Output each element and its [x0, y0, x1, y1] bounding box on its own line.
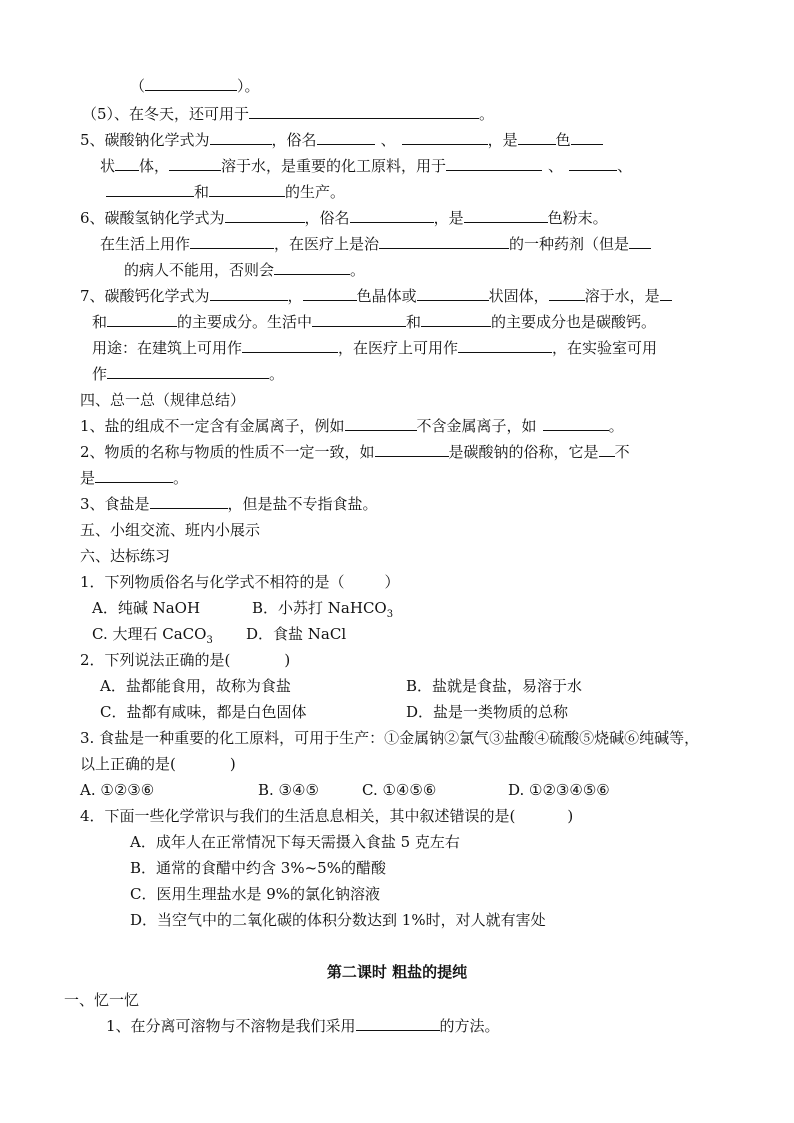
subscript: 3	[386, 609, 394, 620]
s5-line2	[100, 156, 632, 176]
answer-blank[interactable]	[375, 442, 449, 457]
text: 状	[100, 157, 116, 175]
text: ，在医疗上是治	[274, 235, 380, 253]
text: 体，	[139, 157, 170, 175]
answer-blank[interactable]	[629, 234, 651, 249]
q1-option-c[interactable]	[92, 624, 213, 651]
q3-option-c[interactable]: C. ①④⑤⑥	[362, 781, 437, 799]
rule3	[80, 494, 378, 514]
answer-blank[interactable]	[115, 156, 139, 171]
text: 、	[380, 131, 396, 149]
answer-blank[interactable]	[518, 130, 556, 145]
text: （5）、在冬天，还可用于	[82, 105, 250, 123]
rule2-cont	[80, 468, 188, 488]
s7-line1	[80, 286, 672, 306]
answer-blank[interactable]	[249, 104, 479, 119]
answer-blank[interactable]	[569, 156, 617, 171]
lesson2-section1-heading: 一、忆一忆	[64, 991, 140, 1009]
answer-blank[interactable]	[303, 286, 357, 301]
answer-blank[interactable]	[190, 234, 274, 249]
answer-blank[interactable]	[417, 286, 489, 301]
s5-line3	[106, 182, 345, 202]
text: )	[229, 755, 236, 773]
answer-blank[interactable]	[660, 286, 672, 301]
text: 5、碳酸钠化学式为	[80, 131, 210, 149]
text: 不	[614, 443, 630, 461]
text: 1、在分离可溶物与不溶物是我们采用	[106, 1017, 356, 1035]
text: 以上正确的是(	[80, 755, 176, 773]
answer-blank[interactable]	[599, 442, 615, 457]
section6-heading: 六、达标练习	[80, 547, 171, 565]
text: ，俗名	[304, 209, 350, 227]
answer-blank[interactable]	[421, 312, 491, 327]
text: 在生活上用作	[100, 235, 191, 253]
q1-stem	[80, 572, 400, 592]
text: 溶于水，是	[584, 287, 660, 305]
text: ，是	[433, 209, 464, 227]
lesson2-title: 第二课时 粗盐的提纯	[326, 963, 468, 981]
answer-blank[interactable]	[225, 208, 305, 223]
q1-option-a[interactable]: A．纯碱 NaOH	[92, 599, 201, 617]
answer-blank[interactable]	[106, 182, 194, 197]
q4-option-d[interactable]: D．当空气中的二氧化碳的体积分数达到 1%时，对人就有害处	[130, 911, 546, 929]
text: 。	[608, 417, 624, 435]
q4-option-c[interactable]: C．医用生理盐水是 9%的氯化钠溶液	[130, 885, 381, 903]
text: ，但是盐不专指食盐。	[227, 495, 378, 513]
q3-option-b[interactable]: B. ③④⑤	[258, 781, 319, 799]
text: 3、食盐是	[80, 495, 150, 513]
q3-option-a[interactable]: A. ①②③⑥	[80, 781, 155, 799]
answer-blank[interactable]	[317, 130, 375, 145]
s7-line3	[92, 338, 657, 358]
answer-blank[interactable]	[543, 416, 609, 431]
text: 。	[350, 261, 366, 279]
text: 色粉末。	[547, 209, 608, 227]
s4-tail-line	[130, 76, 260, 96]
q1-option-d[interactable]: D．食盐 NaCl	[246, 625, 347, 643]
q1-option-b[interactable]	[252, 598, 393, 625]
text: 色	[555, 131, 571, 149]
answer-blank[interactable]	[242, 338, 338, 353]
q2-option-b[interactable]: B．盐就是食盐，易溶于水	[406, 677, 583, 695]
answer-blank[interactable]	[350, 208, 434, 223]
text: 4．下面一些化学常识与我们的生活息息相关，其中叙述错误的是(	[80, 807, 516, 825]
text: 6、碳酸氢钠化学式为	[80, 209, 225, 227]
answer-blank[interactable]	[356, 1016, 440, 1031]
q3-stem2	[80, 754, 236, 774]
text: 7、碳酸钙化学式为	[80, 287, 210, 305]
text: 的主要成分也是碳酸钙。	[491, 313, 657, 331]
s7-line4	[92, 364, 284, 384]
text: )	[284, 651, 291, 669]
text: 色晶体或	[356, 287, 417, 305]
q4-stem	[80, 806, 573, 826]
answer-blank[interactable]	[379, 234, 509, 249]
s5-line1	[80, 130, 603, 150]
answer-blank[interactable]	[210, 286, 288, 301]
text: ）。	[237, 77, 260, 95]
text: 状固体，	[488, 287, 549, 305]
answer-blank[interactable]	[274, 260, 350, 275]
answer-blank[interactable]	[150, 494, 228, 509]
text: 。	[479, 105, 495, 123]
text: ，在实验室可用	[552, 339, 658, 357]
text: 1．下列物质俗名与化学式不相符的是（	[80, 573, 345, 591]
text: ，在医疗上可用作	[338, 339, 459, 357]
rule2	[80, 442, 630, 462]
s6-line3	[124, 260, 365, 280]
text: 。	[269, 365, 285, 383]
answer-blank[interactable]	[402, 130, 488, 145]
answer-blank[interactable]	[446, 156, 542, 171]
q3-option-d[interactable]: D. ①②③④⑤⑥	[508, 781, 610, 799]
text: 、	[548, 157, 564, 175]
q3-stem: 3. 食盐是一种重要的化工原料，可用于生产：①金属钠②氯气③盐酸④硫酸⑤烧碱⑥纯碱等，	[80, 729, 700, 747]
q2-stem	[80, 650, 290, 670]
answer-blank[interactable]	[312, 312, 406, 327]
text: ，俗名	[271, 131, 317, 149]
text: ）	[384, 573, 400, 591]
text: )	[567, 807, 574, 825]
text: 。	[173, 469, 189, 487]
answer-blank[interactable]	[169, 156, 221, 171]
s6-line2	[100, 234, 651, 254]
text: 和	[194, 183, 210, 201]
text: （	[130, 77, 146, 95]
text: ，	[287, 287, 303, 305]
text: 的病人不能用，否则会	[124, 261, 275, 279]
answer-blank[interactable]	[571, 130, 603, 145]
text: 2．下列说法正确的是(	[80, 651, 231, 669]
answer-blank[interactable]	[107, 364, 269, 379]
text: 作	[92, 365, 108, 383]
answer-blank[interactable]	[464, 208, 548, 223]
q2-option-a[interactable]: A．盐都能食用，故称为食盐	[100, 677, 291, 695]
text: 的方法。	[439, 1017, 500, 1035]
s6-line1	[80, 208, 608, 228]
rule1	[80, 416, 624, 436]
text: B．小苏打 NaHCO	[252, 599, 387, 617]
text: 和	[406, 313, 422, 331]
answer-blank[interactable]	[95, 468, 173, 483]
answer-blank[interactable]	[107, 312, 177, 327]
q2-option-d[interactable]: D．盐是一类物质的总称	[406, 703, 569, 721]
answer-blank[interactable]	[210, 130, 272, 145]
text: 是碳酸钠的俗称，它是	[448, 443, 599, 461]
answer-blank[interactable]	[549, 286, 585, 301]
text: 、	[617, 157, 633, 175]
text: 和	[92, 313, 108, 331]
text: ，是	[487, 131, 518, 149]
text: C. 大理石 CaCO	[92, 625, 207, 643]
text: 的一种药剂（但是	[509, 235, 630, 253]
text: 溶于水，是重要的化工原料，用于	[221, 157, 447, 175]
s7-line2	[92, 312, 656, 332]
text: 用途：在建筑上可用作	[92, 339, 243, 357]
q4-option-b[interactable]: B．通常的食醋中约含 3%~5%的醋酸	[130, 859, 386, 877]
text: 的生产。	[285, 183, 346, 201]
answer-blank[interactable]	[145, 76, 237, 91]
q2-option-c[interactable]: C．盐都有咸味，都是白色固体	[100, 703, 307, 721]
answer-blank[interactable]	[345, 416, 417, 431]
text: 1、盐的组成不一定含有金属离子，例如	[80, 417, 345, 435]
subscript: 3	[206, 635, 213, 646]
section4-heading: 四、总一总（规律总结）	[80, 391, 246, 409]
text: 是	[80, 469, 96, 487]
lesson2-q1	[106, 1016, 500, 1036]
s4-item5	[82, 104, 494, 124]
text: 的主要成分。生活中	[177, 313, 313, 331]
text: 不含金属离子，如	[416, 417, 537, 435]
answer-blank[interactable]	[209, 182, 285, 197]
q4-option-a[interactable]: A．成年人在正常情况下每天需摄入食盐 5 克左右	[130, 833, 460, 851]
answer-blank[interactable]	[458, 338, 552, 353]
section5-heading: 五、小组交流、班内小展示	[80, 521, 261, 539]
text: 2、物质的名称与物质的性质不一定一致，如	[80, 443, 375, 461]
